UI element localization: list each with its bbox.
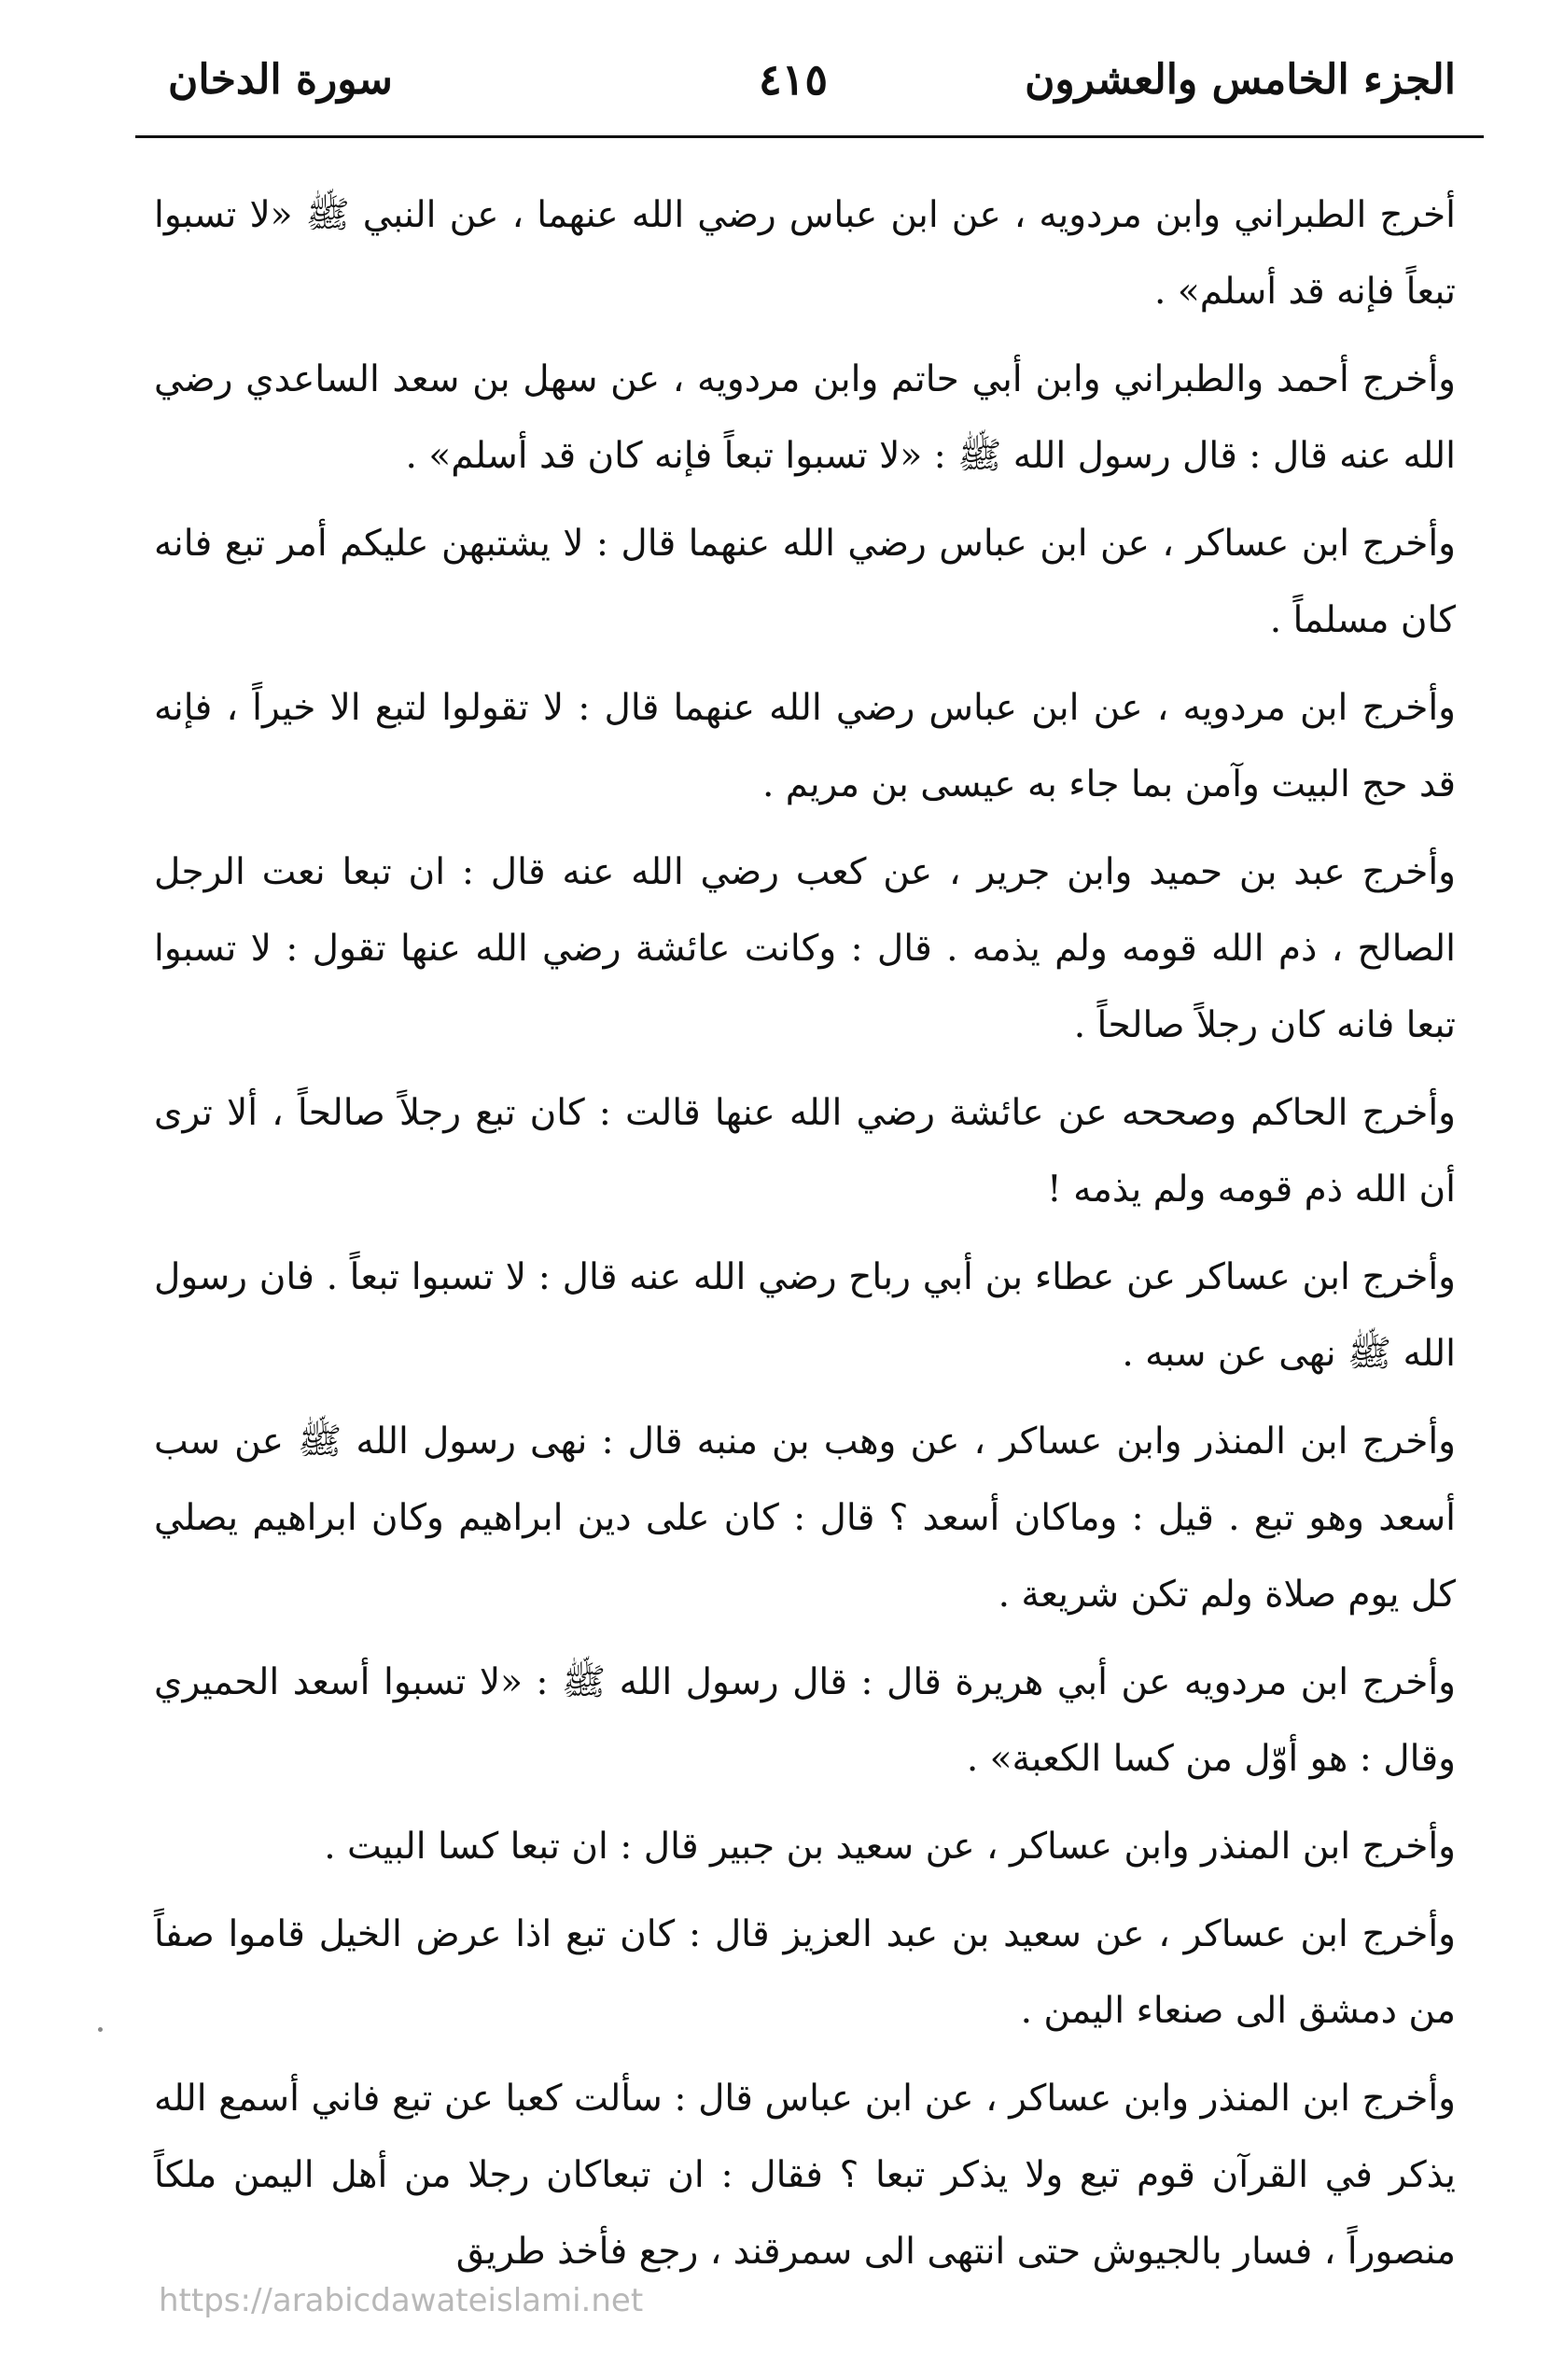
paragraph: وأخرج عبد بن حميد وابن جرير ، عن كعب رضي الله عنه قال : ان تبعا نعت الرجل الصالح ، ذم الله قومه ولم يذمه . قال : وكانت عائشة رضي الله عنها تقول : لا تسبوا تبعا فانه كان رجلاً صالحاً . (154, 851, 1456, 1046)
scan-speck (98, 2027, 103, 2032)
page-body (154, 177, 1456, 2302)
page-number: ٤١٥ (758, 54, 829, 105)
page-header (131, 45, 1456, 129)
surah-title: سورة الدخان (168, 56, 393, 104)
header-divider (135, 135, 1484, 138)
volume-title: الجزء الخامس والعشرون (1025, 56, 1456, 104)
paragraph: وأخرج الحاكم وصححه عن عائشة رضي الله عنها قالت : كان تبع رجلاً صالحاً ، ألا ترى أن الله ذم قومه ولم يذمه ! (154, 1092, 1456, 1211)
paragraph: وأخرج ابن مردويه ، عن ابن عباس رضي الله عنهما قال : لا تقولوا لتبع الا خيراً ، فإنه قد حج البيت وآمن بما جاء به عيسى بن مريم . (154, 687, 1456, 805)
paragraph: وأخرج ابن المنذر وابن عساكر ، عن وهب بن منبه قال : نهى رسول الله ﷺ عن سب أسعد وهو تبع . قيل : وماكان أسعد ؟ قال : كان على دين ابراهيم وكان ابراهيم يصلي كل يوم صلاة ولم تكن شريعة . (154, 1421, 1456, 1616)
watermark-url: https://arabicdawateislami.net (159, 2282, 644, 2319)
paragraph: وأخرج أحمد والطبراني وابن أبي حاتم وابن مردويه ، عن سهل بن سعد الساعدي رضي الله عنه قال : قال رسول الله ﷺ : «لا تسبوا تبعاً فإنه كان قد أسلم» . (154, 358, 1456, 477)
paragraph: أخرج الطبراني وابن مردويه ، عن ابن عباس رضي الله عنهما ، عن النبي ﷺ «لا تسبوا تبعاً فإنه قد أسلم» . (154, 194, 1456, 313)
paragraph: وأخرج ابن عساكر عن عطاء بن أبي رباح رضي الله عنه قال : لا تسبوا تبعاً . فان رسول الله ﷺ نهى عن سبه . (154, 1256, 1456, 1375)
paragraph: وأخرج ابن المنذر وابن عساكر ، عن سعيد بن جبير قال : ان تبعا كسا البيت . (324, 1826, 1456, 1868)
paragraph: وأخرج ابن مردويه عن أبي هريرة قال : قال رسول الله ﷺ : «لا تسبوا أسعد الحميري وقال : هو أوّل من كسا الكعبة» . (154, 1661, 1456, 1780)
paragraph: وأخرج ابن المنذر وابن عساكر ، عن ابن عباس قال : سألت كعبا عن تبع فاني أسمع الله يذكر في القرآن قوم تبع ولا يذكر تبعا ؟ فقال : ان تبعاكان رجلا من أهل اليمن ملكاً منصوراً ، فسار بالجيوش حتى انتهى الى سمرقند ، رجع فأخذ طريق (154, 2078, 1456, 2273)
paragraph: وأخرج ابن عساكر ، عن ابن عباس رضي الله عنهما قال : لا يشتبهن عليكم أمر تبع فانه كان مسلماً . (154, 523, 1456, 641)
paragraph: وأخرج ابن عساكر ، عن سعيد بن عبد العزيز قال : كان تبع اذا عرض الخيل قاموا صفاً من دمشق الى صنعاء اليمن . (154, 1913, 1456, 2032)
